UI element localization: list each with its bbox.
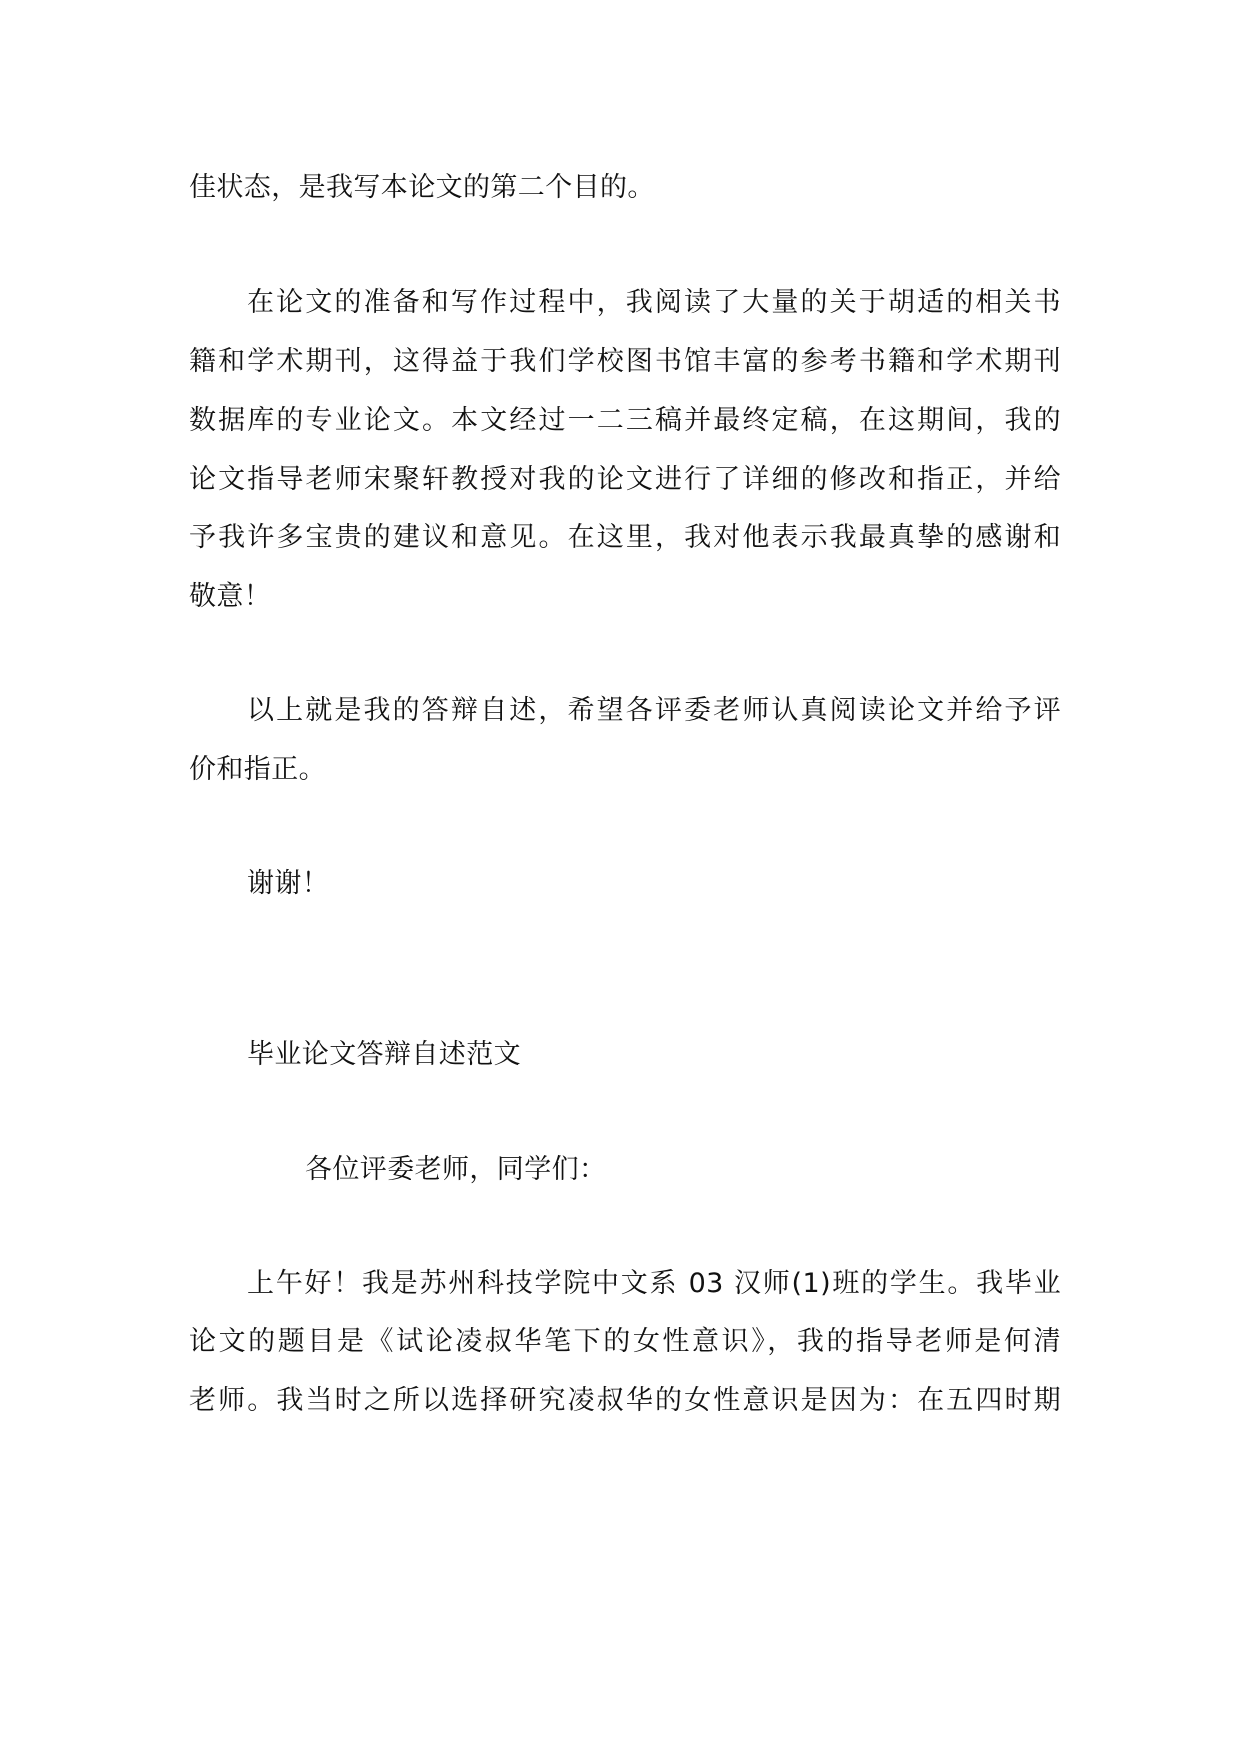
paragraph-line: 论文指导老师宋聚轩教授对我的论文进行了详细的修改和指正，并给 (189, 464, 1061, 495)
paragraph-line: 数据库的专业论文。本文经过一二三稿并最终定稿，在这期间，我的 (189, 405, 1061, 436)
paragraph-line: 上午好！我是苏州科技学院中文系 03 汉师(1)班的学生。我毕业 (247, 1268, 1061, 1299)
paragraph-line: 论文的题目是《试论凌叔华笔下的女性意识》，我的指导老师是何清 (189, 1326, 1061, 1357)
paragraph-line: 老师。我当时之所以选择研究凌叔华的女性意识是因为：在五四时期 (189, 1385, 1061, 1416)
paragraph-line: 在论文的准备和写作过程中，我阅读了大量的关于胡适的相关书 (247, 287, 1061, 318)
paragraph-line: 谢谢！ (247, 868, 330, 899)
paragraph-line: 予我许多宝贵的建议和意见。在这里，我对他表示我最真挚的感谢和 (189, 522, 1061, 553)
paragraph-line: 敬意！ (189, 581, 272, 612)
paragraph-line: 以上就是我的答辩自述，希望各评委老师认真阅读论文并给予评 (247, 695, 1061, 726)
paragraph-line: 佳状态，是我写本论文的第二个目的。 (189, 172, 655, 203)
paragraph-line: 籍和学术期刊，这得益于我们学校图书馆丰富的参考书籍和学术期刊 (189, 346, 1061, 377)
salutation: 各位评委老师，同学们： (305, 1154, 607, 1185)
section-title: 毕业论文答辩自述范文 (247, 1039, 521, 1070)
paragraph-line: 价和指正。 (189, 754, 326, 785)
